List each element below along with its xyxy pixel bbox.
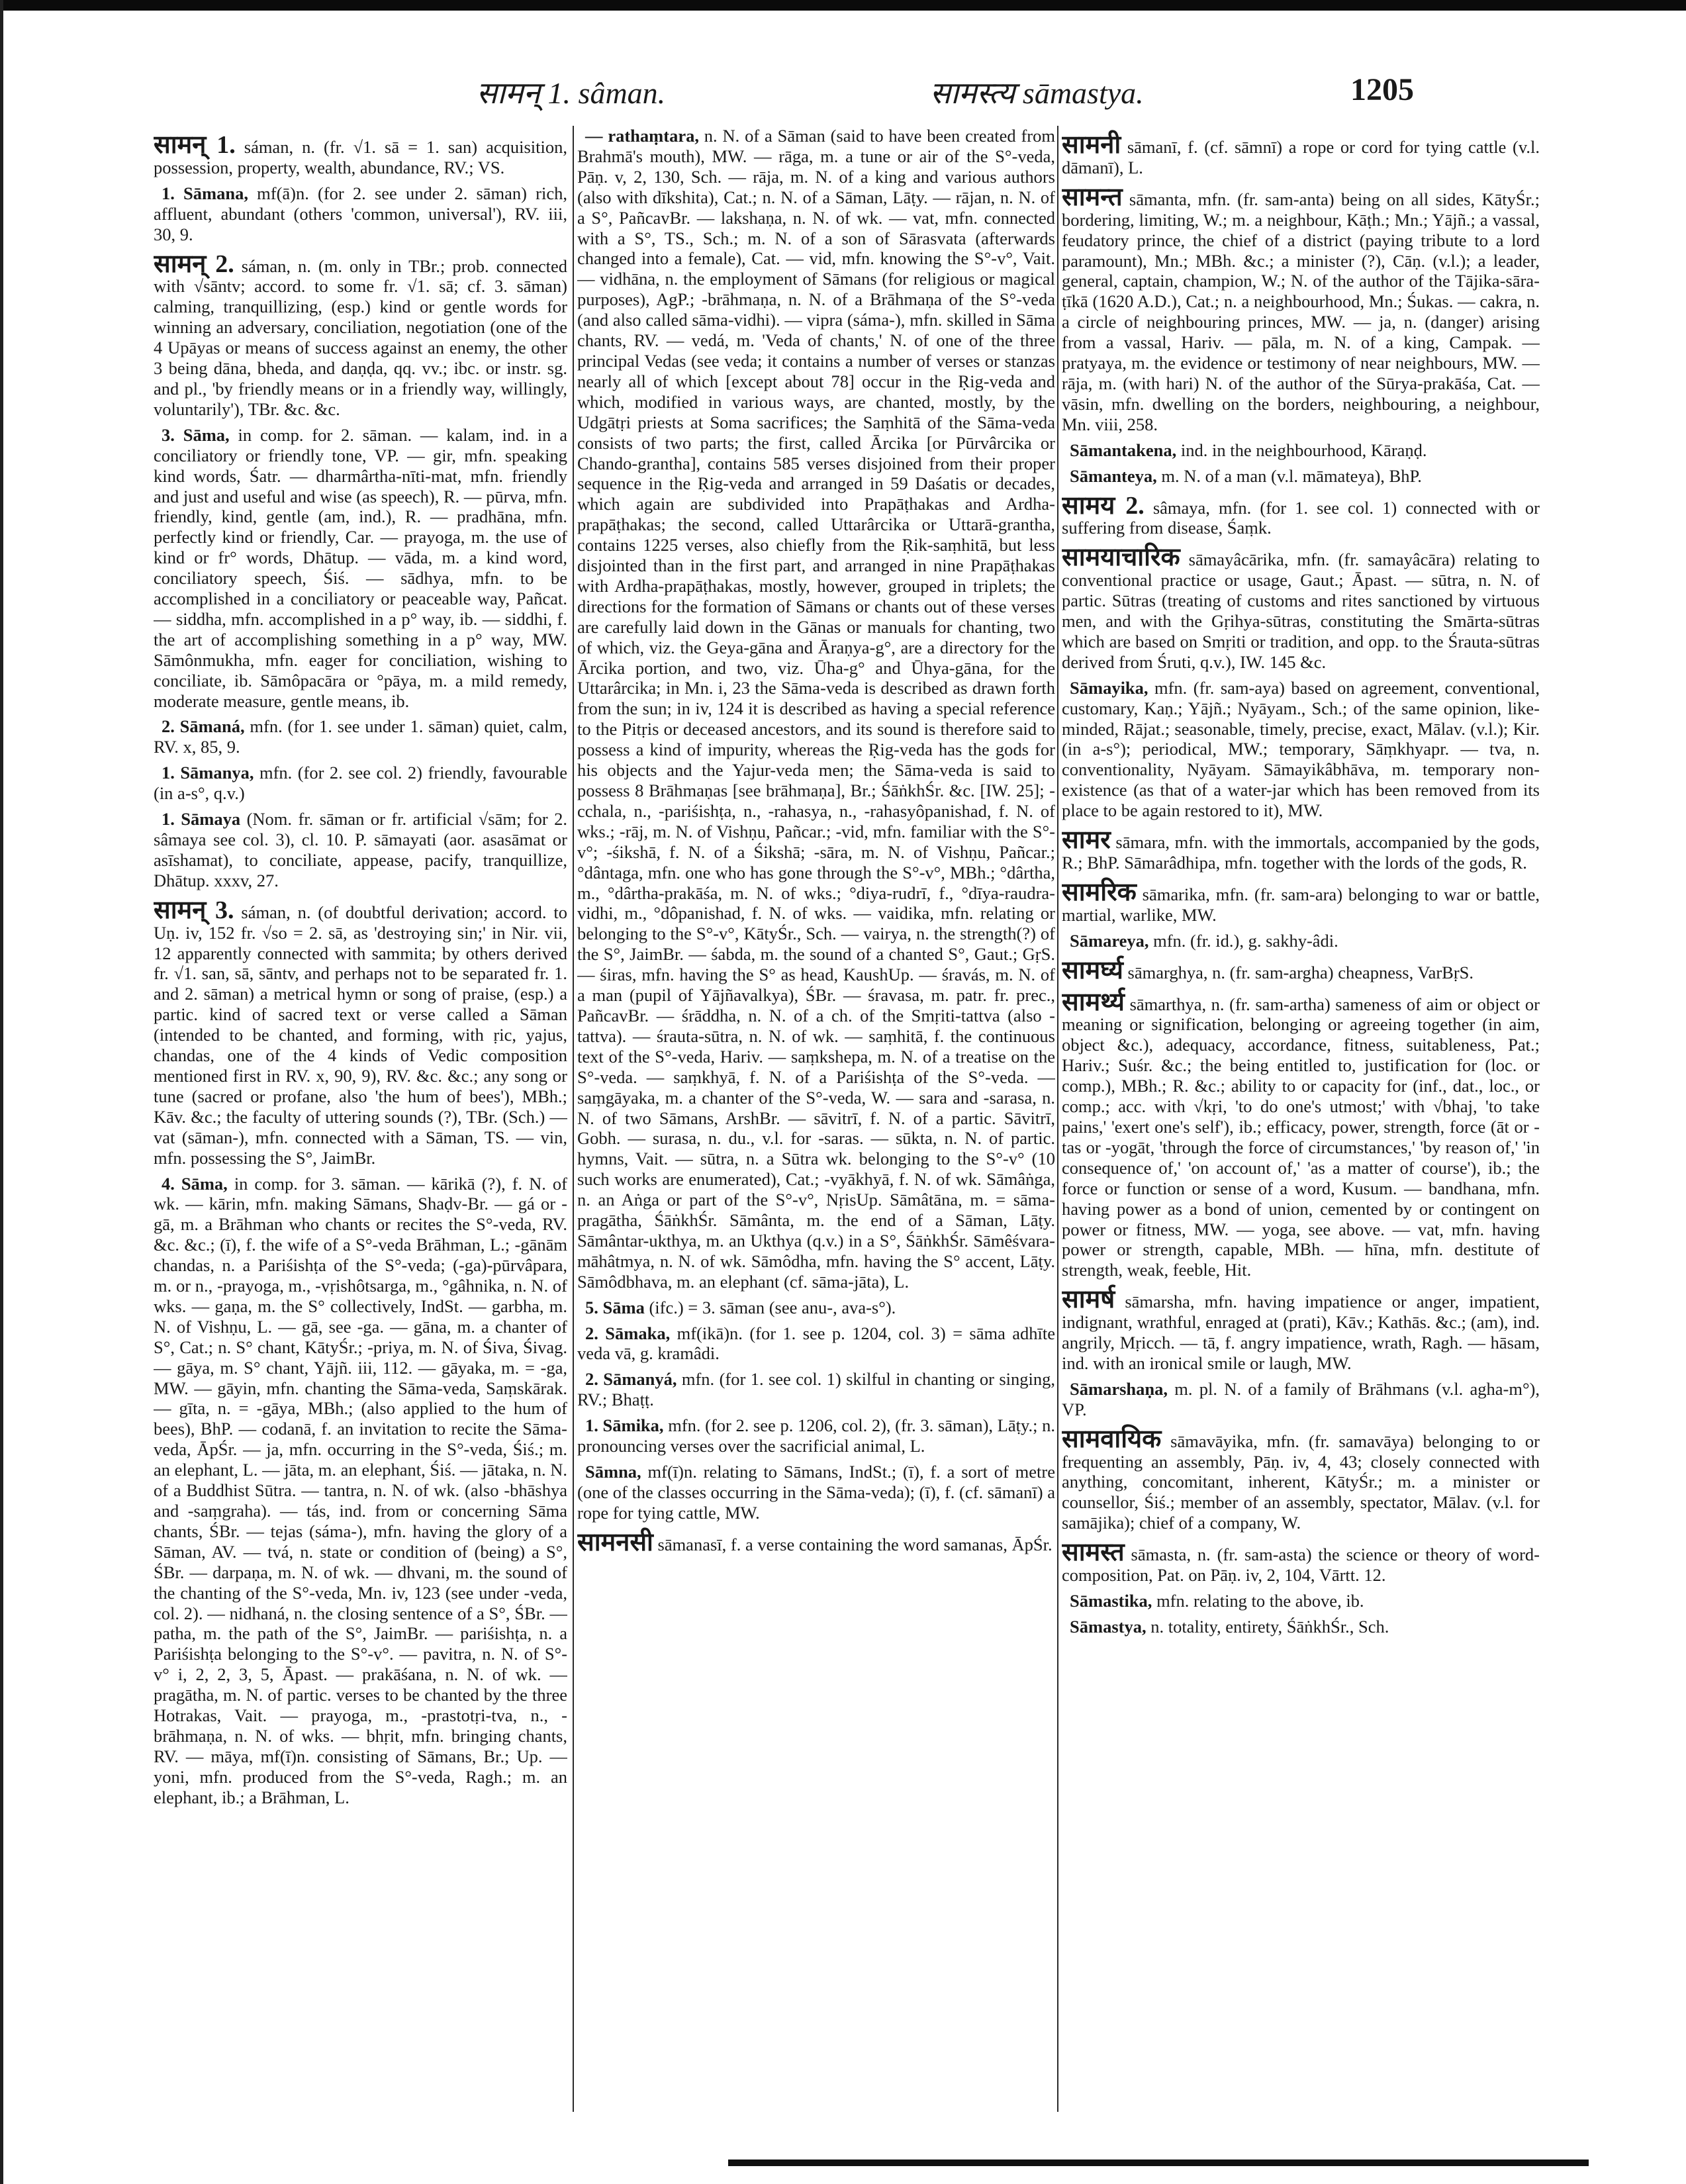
entry-text: mfn. (for 1. see col. 1) skilful in chanting or singing, RV.; Bhaṭṭ. (577, 1369, 1055, 1410)
entry-text: in comp. for 3. sāman. — kārikā (?), f. N. of wk. — kārin, mfn. making Sāmans, Shaḍv-Br. — gá or -gā, m. a Brāhman who chants or recites the S°-veda, RV. &c. &c.; (ī), f. the wife of a S°-veda Brāhman, L.; -gānām chandas, n. a Pariśishṭa of the S°-veda; (-ga)-pūrvâpara, m. or n., -prayoga, m., -vṛishôtsarga, m., °gâhnika, n. N. of wks. — gaṇa, m. the S° collectively, IndSt. — garbha, m. N. of Vishṇu, L. — gā, see -ga. — gāna, m. a chanter of S°, Cat.; n. S° chant, KātyŚr.; -priya, m. N. of Śiva, Śivag. — gāya, m. S° chant, Yājñ. iii, 112. — gāyaka, m. = -ga, MW. — gāyin, mfn. chanting the Sāma-veda, Saṃskārak. — gīta, n. = -gāya, MBh.; (also applied to the hum of bees), BhP. — codanā, f. an invitation to recite the Sāma-veda, ĀpŚr. — ja, mfn. occurring in the S°-veda, Śiś.; m. an elephant, L. — jāta, m. an elephant, Śiś. — jātaka, n. N. of a Buddhist Sūtra. — tantra, n. N. of wk. (also -bhāshya and -saṃgraha). — tás, ind. from or concerning Sāma chants, ŚBr. — tejas (sáma-), mfn. having the glory of a Sāman, AV. — tvá, n. state or condition of (being) a S°, ŚBr. — darpaṇa, m. N. of wk. — dhvani, m. the sound of the chanting of the S°-veda, Mn. iv, 123 (see under -veda, col. 2). — nidhaná, n. the closing sentence of a S°, ŚBr. — patha, m. the path of the S°, JaimBr. — pariśishṭa, n. a Pariśishṭa belonging to the S°-v°. — pavitra, n. N. of S°-v° i, 2, 2, 3, 5, Āpast. — prakāśana, n. N. of wk. — pragātha, m. N. of partic. verses to be chanted by the three Hotrakas, Vait. — prayoga, m., -prastotṛi-tva, n., -brāhmaṇa, n. N. of wks. — bhṛit, mfn. bringing chants, RV. — māya, mf(ī)n. consisting of Sāmans, Br.; Up. — yoni, mfn. produced from the S°-veda, Ragh.; m. an elephant, ib.; a Brāhman, L. (154, 1173, 567, 1807)
entry-headword: सामवायिक (1062, 1425, 1162, 1453)
entry-headword: Sāmastika, (1070, 1591, 1152, 1611)
entry-headword: Sāmastya, (1070, 1616, 1147, 1637)
entry-headword: सामयाचारिक (1062, 544, 1180, 572)
entry-text: sāmayâcārika, mfn. (fr. samayâcāra) relating to conventional practice or usage, Gaut.; Āpast. — sūtra, n. N. of partic. Sūtras (treating of customs and rites sanctioned by virtuous men, and with the Gṛihya-sūtras, constituting the Smārta-sūtras which are based on Smṛiti or tradition, and opp. to the Śrauta-sūtras derived from Śruti, q.v.), IW. 145 &c. (1062, 549, 1540, 672)
dictionary-entry (1062, 1617, 1540, 1637)
entry-text: sāmarsha, mfn. having impatience or anger, impatient, indignant, wrathful, enraged at (prati), Kāv.; Kathās. &c.; (am), ind. angrily, Mṛicch. — tā, f. angry impatience, wrath, Ragh. — hāsam, ind. with an ironical smile or laugh, MW. (1062, 1292, 1540, 1373)
entry-text: mfn. relating to the above, ib. (1156, 1591, 1364, 1611)
dictionary-entry (577, 1528, 1055, 1556)
entry-headword: — rathaṃtara, (585, 126, 699, 146)
entry-text: sáman, n. (m. only in TBr.; prob. connected with √sāntv; accord. to some fr. √1. sā; cf. 3. sāman) calming, tranquillizing, (esp.) kind or gentle words for winning an adversary, conciliation, negotiation (one of the 4 Upāyas or means of success against an enemy, the other 3 being dāna, bheda, and daṇḍa, qq. vv.; ibc. or instr. sg. and pl., 'by friendly means or in a friendly way, willingly, voluntarily'), TBr. &c. &c. (154, 256, 567, 419)
entry-headword: सामनसी (577, 1528, 653, 1556)
entry-text: (ifc.) = 3. sāman (see anu-, ava-s°). (649, 1297, 896, 1317)
entry-text: sāmara, mfn. with the immortals, accompanied by the gods, R.; BhP. Sāmarâdhipa, mfn. together with the lords of the gods, R. (1062, 832, 1540, 873)
dictionary-entry (1062, 988, 1540, 1281)
entry-headword: 4. Sāma, (162, 1173, 228, 1194)
dictionary-entry (1062, 1539, 1540, 1586)
entry-text: sāmarthya, n. (fr. sam-artha) sameness of aim or object or meaning or signification, belonging or agreeing together (in aim, object &c.), adequacy, accordance, fitness, suitableness, Pat.; Hariv.; Suśr. &c.; the being entitled to, justification for (loc. or comp.), MBh.; R. &c.; ability to or capacity for (inf., dat., loc., or comp.; acc. with √kṛi, 'to do one's utmost;' with √bhaj, 'to take pains,' 'exert one's self'), ib.; efficacy, power, strength, force (āt or -tas or -yogāt, 'through the force of circumstances,' 'by reason of,' 'in consequence of,' 'on account of,' 'as a matter of course'), ib.; the force or function or sense of a word, Kusum. — bandhana, mfn. having power as a bond of union, cemented by or contingent on power or fitness, MW. — yoga, see above. — vat, mfn. having power or strength, capable, MBh. — hīna, mfn. destitute of strength, weak, feeble, Hit. (1062, 994, 1540, 1280)
entry-headword: 2. Sāmanyá, (585, 1369, 677, 1390)
column-rule (1057, 126, 1058, 2112)
page-number: 1205 (1350, 72, 1414, 107)
entry-headword: Sāmna, (585, 1462, 641, 1482)
entry-text: sáman, n. (fr. √1. sā = 1. san) acquisition, possession, property, wealth, abundance, RV.; VS. (154, 137, 567, 177)
entry-headword: सामर्ष (1062, 1286, 1115, 1314)
header-center-guideword: सामस्त्य sāmastya. (930, 76, 1144, 110)
dictionary-entry (154, 716, 567, 757)
entry-headword: 3. Sāma, (162, 424, 230, 445)
entry-headword: 1. Sāmika, (585, 1415, 664, 1436)
dictionary-entry (154, 896, 567, 1168)
entry-headword: सामनी (1062, 131, 1121, 159)
entry-text: sāmasta, n. (fr. sam-asta) the science or theory of word-composition, Pat. on Pāṇ. iv, 2, 104, Vārtt. 12. (1062, 1544, 1540, 1586)
entry-headword: Sāmarshaṇa, (1070, 1378, 1168, 1399)
dictionary-entry (1062, 931, 1540, 951)
entry-headword: Sāmayika, (1070, 677, 1148, 698)
entry-text: sāmanasī, f. a verse containing the word samanas, ĀpŚr. (657, 1534, 1053, 1554)
entry-text: mf(ā)n. (for 2. see under 2. sāman) rich, affluent, abundant (others 'common, universal'), RV. iii, 30, 9. (154, 183, 567, 244)
dictionary-entry (577, 126, 1055, 1292)
entry-text: in comp. for 2. sāman. — kalam, ind. in a conciliatory or friendly tone, VP. — gir, mfn. speaking kind words, Śatr. — dharmârtha-nīti-mat, mfn. friendly and just and useful and wise (as speech), R. — pūrva, mfn. friendly, kind, gentle (am, ind.), R. — pradhāna, mfn. perfectly kind or friendly, Car. — prayoga, m. the use of kind or fr° words, Dhātup. — vāda, m. a kind word, conciliatory speech, Śiś. — sādhya, mfn. to be accomplished in a conciliatory or peaceable way, Pañcat. — siddha, mfn. accomplished in a p° way, ib. — siddhi, f. the art of accomplishing something in a p° way, MW. Sāmônmukha, mfn. eager for conciliation, wishing to conciliate, ib. Sāmôpacāra or °pāya, m. a mild remedy, moderate measure, gentle means, ib. (154, 424, 567, 711)
dictionary-entry (1062, 466, 1540, 487)
dictionary-entry (154, 183, 567, 245)
dictionary-entry (577, 1415, 1055, 1456)
entry-text: sāmavāyika, mfn. (fr. samavāya) belonging to or frequenting an assembly, Pāṇ. iv, 4, 43; closely connected with anything, concomitant, inherent, KātyŚr.; m. a minister or counsellor, Śiś.; member of an assembly, spectator, Mālav. (v.l. for samājika); chief of a company, W. (1062, 1431, 1540, 1533)
dictionary-entry (154, 250, 567, 420)
dictionary-entry (1062, 183, 1540, 435)
entry-headword: Sāmantakena, (1070, 440, 1177, 460)
dictionary-entry (1062, 826, 1540, 873)
entry-text: mfn. (for 2. see col. 2) friendly, favourable (in a-s°, q.v.) (154, 763, 567, 804)
entry-text: n. N. of a Sāman (said to have been created from Brahmā's mouth), MW. — rāga, m. a tune or air of the S°-veda, Pāṇ. v, 2, 130, Sch. — rāja, m. N. of a king and various authors (also with dīkshita), Cat.; n. N. of a Sāman, Lāṭy. — rājan, n. N. of a S°, PañcavBr. — lakshaṇa, n. N. of wk. — vat, mfn. connected with a S°, TS., Sch.; m. N. of a son of Sārasvata (afterwards changed into a female), Cat. — vid, mfn. knowing the S°-v°, Vait. — vidhāna, n. the employment of Sāmans (for religious or magical purposes), AgP.; -brāhmaṇa, n. N. of a Brāhmaṇa of the S°-veda (and also called sāma-vidhi). — vipra (sáma-), mfn. skilled in Sāma chants, RV. — vedá, m. 'Veda of chants,' N. of one of the three principal Vedas (see veda; it contains a number of verses or stanzas nearly all of which [except about 78] occur in the Ṛig-veda and which, modified in various ways, are chanted, mostly, by the Udgātṛi priests at Soma sacrifices; the Saṃhitā of the Sāma-veda consists of two parts; the first, called Ārcika [or Pūrvârcika or Chando-grantha], contains 585 verses disjoined from their proper sequence in the Ṛig-veda and arranged in 59 Daśatis or decades, which again are subdivided into Prapāṭhakas and Ardha-prapāṭhakas; the second, called Uttarârcika or Uttarā-grantha, contains 1225 verses, also chiefly from the Ṛik-saṃhitā, but less disjointed than in the first part, and arranged in nine Prapāṭhakas with Ardha-prapāṭhakas, mostly, however, grouped in triplets; the directions for the formation of Sāmans or chants out of these verses are carefully laid down in the Gānas or manuals for chanting, two of which, viz. the Geya-gāna and Āraṇya-g°, are a directory for the Ārcika portion, and two, viz. Ūha-g° and Ūhya-gāna, for the Uttarârcika; in Mn. i, 23 the Sāma-veda is described as drawn forth from the sun; in iv, 124 it is described as having a special reference to the Pitṛis or deceased ancestors, and its sound is therefore said to possess a kind of impurity, whereas the Ṛig-veda has the gods for his objects and the Yajur-veda men; the Sāma-veda is said to possess 8 Brāhmaṇas [see brāhmaṇa], Br.; ŚāṅkhŚr. &c. [IW. 25]; -cchala, n., -pariśishṭa, n., -rahasya, n., -rahasyôpanishad, f. N. of wks.; -rāj, m. N. of Vishṇu, Pañcar.; -vid, mfn. familiar with the S°-v°; -śikshā, f. N. of a Śikshā; -sāra, m. N. of Vishṇu, Pañcar.; °dântaga, mfn. one who has gone through the S°-v°, MBh.; °dârtha, m., °dârtha-prakāśa, m. N. of wks.; °diya-rudrī, f., °dīya-raudra-vidhi, m., °dôpanishad, f. N. of wks. — vaidika, mfn. relating or belonging to the S°-v°, KātyŚr., Sch. — vairya, n. the strength(?) of the S°, JaimBr. — śabda, m. the sound of a chanted S°, Gaut.; GṛS. — śiras, mfn. having the S° as head, KaushUp. — śravás, m. N. of a man (pupil of Yājñavalkya), ŚBr. — śravasa, m. patr. fr. prec., PañcavBr. — śrāddha, n. N. of a ch. of the Smṛiti-tattva (also -tattva). — śrauta-sūtra, n. N. of wk. — saṃhitā, f. the continuous text of the S°-veda, Hariv. — saṃkshepa, m. N. of a treatise on the S°-veda. — saṃkhyā, f. N. of a Pariśishṭa of the S°-veda. — saṃgāyaka, m. a chanter of the S°-veda, W. — sara and -sarasa, n. N. of two Sāmans, ArshBr. — sāvitrī, f. N. of a partic. Sāvitrī, Gobh. — surasa, n. du., v.l. for -saras. — sūkta, n. N. of partic. hymns, Vait. — sūtra, n. a Sūtra wk. belonging to the S°-v° (10 such works are enumerated), Cat.; -vyākhyā, f. N. of wk. Sāmâṅga, n. an Aṅga or part of the S°-v°, NṛisUp. Sāmâtāna, m. = sāma-pragātha, ŚāṅkhŚr. Sāmânta, m. the end of a Sāman, Lāṭy. Sāmântar-ukthya, m. an Ukthya (q.v.) in a S°, ŚāṅkhŚr. Sāmêśvara-māhâtmya, n. N. of wk. Sāmôdha, mfn. having the S° accent, Lāṭy. Sāmôdbhava, m. an elephant (cf. sāma-jāta), L. (577, 126, 1055, 1292)
scan-bottom-border (728, 2160, 1589, 2166)
dictionary-entry (1062, 1591, 1540, 1611)
dictionary-entry (1062, 1425, 1540, 1534)
entry-headword: सामय 2. (1062, 491, 1145, 520)
dictionary-entry (1062, 678, 1540, 821)
entry-headword: 5. Sāma (585, 1297, 645, 1317)
entry-text: mfn. (fr. sam-aya) based on agreement, conventional, customary, Kaṇ.; Yājñ.; Nyāyam., Sch.; of the same opinion, like-minded, Rājat.; seasonable, timely, precise, exact, Mālav. (v.l.); Kir. (in a-s°); periodical, MW.; temporary, Sāṃkhyapr. — tva, n. conventionality, Nyāyam. Sāmayikâbhāva, m. temporary non-existence (as that of a water-jar which has been removed from its place to be again restored to it), MW. (1062, 677, 1540, 821)
entry-text: sáman, n. (of doubtful derivation; accord. to Uṇ. iv, 152 fr. √so = 2. sā, as 'destroying sin;' in Nir. vii, 12 apparently connected with sammita; by others derived fr. √1. san, sā, sāntv, and perhaps not to be separated fr. 1. and 2. sāman) a metrical hymn or song of praise, (esp.) a partic. kind of sacred text or verse called a Sāman (intended to be chanted, and forming, with ṛic, yajus, chandas, one of the 4 kinds of Vedic composition mentioned first in RV. x, 90, 9), RV. &c. &c.; any song or tune (sacred or profane, also 'the hum of bees'), MBh.; Kāv. &c.; the faculty of uttering sounds (?), TBr. (Sch.) — vat (sāman-), mfn. connected with a Sāman, TS. — vin, mfn. possessing the S°, JaimBr. (154, 902, 567, 1168)
entry-text: m. pl. N. of a family of Brāhmans (v.l. agha-m°), VP. (1062, 1378, 1540, 1419)
entry-headword: 1. Sāmana, (162, 183, 248, 203)
entry-headword: सामन् 1. (154, 131, 236, 159)
entry-text: sāmarika, mfn. (fr. sam-ara) belonging to war or battle, martial, warlike, MW. (1062, 884, 1540, 925)
entry-headword: सामरिक (1062, 878, 1137, 906)
dictionary-entry (154, 425, 567, 712)
dictionary-entry (154, 131, 567, 178)
entry-text: mfn. (for 1. see under 1. sāman) quiet, calm, RV. x, 85, 9. (154, 716, 567, 757)
entry-headword: 1. Sāmanya, (162, 763, 254, 783)
column-1 (154, 126, 567, 2165)
entry-headword: 1. Sāmaya (162, 809, 241, 830)
entry-text: n. totality, entirety, ŚāṅkhŚr., Sch. (1150, 1616, 1389, 1637)
scan-top-border (0, 0, 1686, 11)
header-left-guideword: सामन् 1. sâman. (477, 76, 666, 110)
dictionary-entry (1062, 1379, 1540, 1420)
entry-headword: सामर्थ्य (1062, 988, 1125, 1016)
entry-text: mfn. (for 2. see p. 1206, col. 2), (fr. 3. sāman), Lāṭy.; n. pronouncing verses over the sacrificial animal, L. (577, 1415, 1055, 1456)
dictionary-entry (1062, 1286, 1540, 1374)
entry-headword: Sāmanteya, (1070, 465, 1157, 486)
column-3 (1062, 126, 1540, 2165)
dictionary-entry (577, 1369, 1055, 1410)
entry-headword: 2. Sāmaná, (162, 716, 245, 737)
column-rule (573, 126, 574, 2112)
entry-text: m. N. of a man (v.l. māmateya), BhP. (1161, 465, 1422, 486)
page-header (0, 71, 1686, 118)
entry-headword: सामन् 3. (154, 896, 234, 924)
column-2 (577, 126, 1055, 2165)
dictionary-entry (1062, 544, 1540, 672)
entry-headword: 2. Sāmaka, (585, 1323, 671, 1343)
entry-headword: सामन् 2. (154, 250, 234, 278)
entry-text: sāmarghya, n. (fr. sam-argha) cheapness, VarBṛS. (1127, 962, 1474, 982)
entry-text: sāmanta, mfn. (fr. sam-anta) being on all sides, KātyŚr.; bordering, limiting, W.; m. a neighbour, Kāṭh.; Mn.; Yājñ.; a vassal, feudatory prince, the chief of a district (paying tribute to a lord paramount), Mn.; MBh. &c.; a minister (?), Cāṇ. (v.l.); a leader, general, captain, champion, W.; N. of the author of the Tājika-sāra-ṭīkā (1620 A.D.), Cat.; n. a neighbourhood, Mn.; Śukas. — cakra, n. a circle of neighbouring princes, MW. — ja, n. (danger) arising from a vassal, Hariv. — pāla, m. N. of a king, Campak. — pratyaya, m. the evidence or testimony of near neighbours, MW. — rāja, m. (with hari) N. of the author of the Sūrya-prakāśa, Cat. — vāsin, mfn. dwelling on the borders, neighbouring, a neighbour, Mn. viii, 258. (1062, 189, 1540, 434)
entry-headword: Sāmareya, (1070, 930, 1149, 951)
dictionary-entry (154, 1174, 567, 1808)
dictionary-entry (1062, 131, 1540, 178)
dictionary-entry (1062, 491, 1540, 539)
entry-headword: सामर (1062, 826, 1111, 855)
entry-text: (Nom. fr. sāman or fr. artificial √sām; for 2. sâmaya see col. 3), cl. 10. P. sāmayati (aor. asasāmat or asīshamat), to conciliate, appease, pacify, tranquillize, Dhātup. xxxv, 27. (154, 809, 567, 890)
dictionary-entry (154, 763, 567, 804)
dictionary-entry (577, 1323, 1055, 1364)
entry-text: mf(ī)n. relating to Sāmans, IndSt.; (ī), f. a sort of metre (one of the classes occurring in the Sāma-veda); (ī), f. (cf. sāmanī) a rope for tying cattle, MW. (577, 1462, 1055, 1523)
entry-text: mfn. (fr. id.), g. sakhy-âdi. (1153, 930, 1338, 951)
dictionary-entry (1062, 956, 1540, 984)
dictionary-entry (577, 1298, 1055, 1318)
dictionary-entry (1062, 878, 1540, 926)
entry-text: ind. in the neighbourhood, Kāraṇḍ. (1180, 440, 1427, 460)
dictionary-entry (154, 809, 567, 891)
entry-headword: सामस्त (1062, 1539, 1125, 1567)
scan-left-edge (0, 0, 3, 2184)
dictionary-entry (577, 1462, 1055, 1523)
entry-text: sâmaya, mfn. (for 1. see col. 1) connected with or suffering from disease, Śaṃk. (1062, 497, 1540, 538)
entry-text: sāmanī, f. (cf. sāmnī) a rope or cord for tying cattle (v.l. dāmanī), L. (1062, 137, 1540, 177)
entry-headword: सामन्त (1062, 183, 1123, 211)
entry-text: mf(ikā)n. (for 1. see p. 1204, col. 3) = sāma adhīte veda vā, g. kramâdi. (577, 1323, 1055, 1364)
dictionary-entry (1062, 440, 1540, 461)
entry-headword: सामर्घ्य (1062, 956, 1123, 984)
